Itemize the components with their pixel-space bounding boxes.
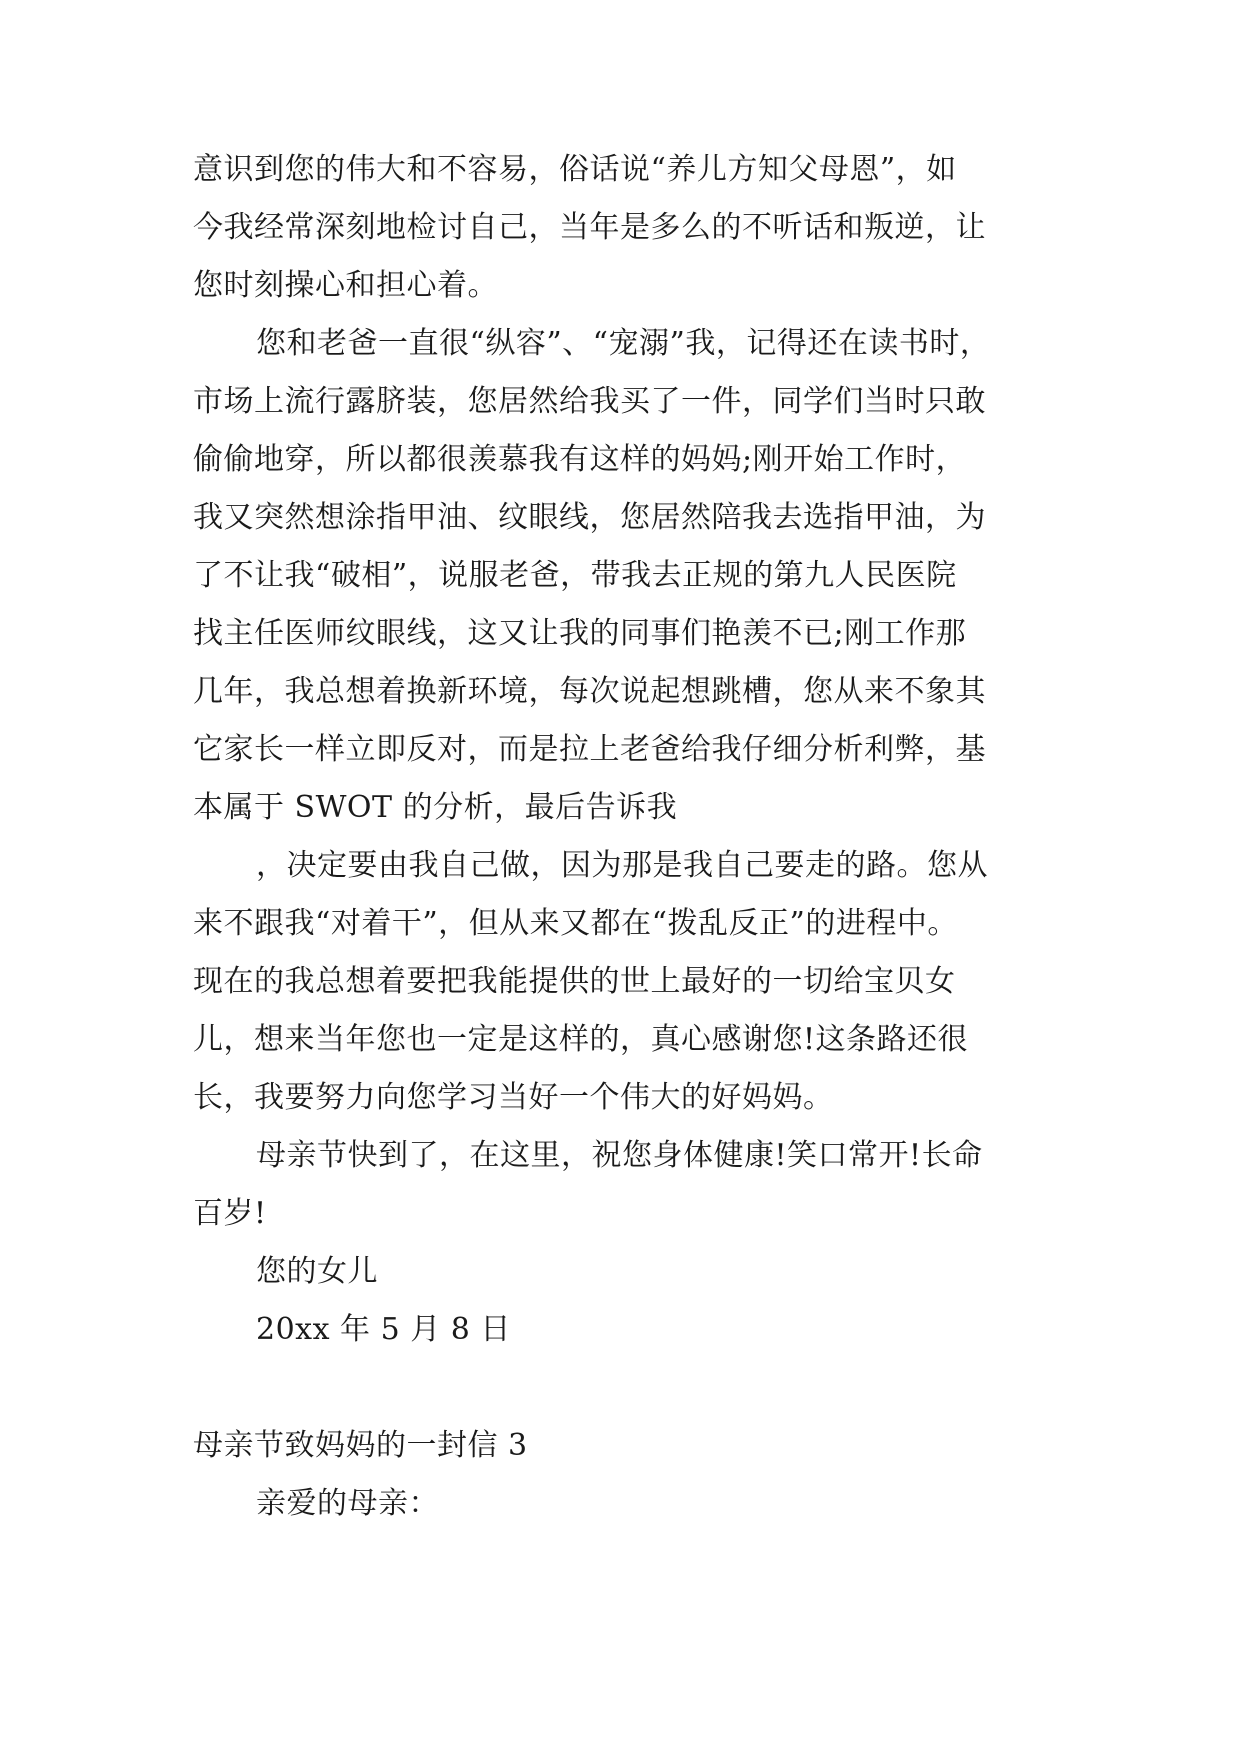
paragraph-line: 儿，想来当年您也一定是这样的，真心感谢您!这条路还很 [193,1022,969,1057]
paragraph-line: 市场上流行露脐装，您居然给我买了一件，同学们当时只敢 [193,384,986,419]
paragraph-line: 您和老爸一直很“纵容”、“宠溺”我，记得还在读书时， [256,326,991,361]
signature-name: 您的女儿 [256,1254,378,1289]
paragraph-line: 本属于 SWOT 的分析，最后告诉我 [193,790,678,825]
paragraph-line: 它家长一样立即反对，而是拉上老爸给我仔细分析利弊，基 [193,732,986,767]
section-title: 母亲节致妈妈的一封信 3 [193,1428,528,1463]
paragraph-line: 现在的我总想着要把我能提供的世上最好的一切给宝贝女 [193,964,956,999]
paragraph-line: 我又突然想涂指甲油、纹眼线，您居然陪我去选指甲油，为 [193,500,986,535]
signature-date: 20xx 年 5 月 8 日 [256,1312,511,1347]
paragraph-line: 今我经常深刻地检讨自己，当年是多么的不听话和叛逆，让 [193,210,986,245]
paragraph-line: 了不让我“破相”，说服老爸，带我去正规的第九人民医院 [193,558,957,593]
paragraph-line: 百岁! [193,1196,267,1231]
paragraph-line: 偷偷地穿，所以都很羡慕我有这样的妈妈;刚开始工作时， [193,442,967,477]
paragraph-line: 长，我要努力向您学习当好一个伟大的好妈妈。 [193,1080,834,1115]
paragraph-line: ，决定要由我自己做，因为那是我自己要走的路。您从 [256,848,988,883]
paragraph-line: 几年，我总想着换新环境，每次说起想跳槽，您从来不象其 [193,674,986,709]
paragraph-line: 意识到您的伟大和不容易，俗话说“养儿方知父母恩”，如 [193,152,957,187]
salutation: 亲爱的母亲： [256,1486,439,1521]
paragraph-line: 您时刻操心和担心着。 [193,268,498,303]
paragraph-line: 找主任医师纹眼线，这又让我的同事们艳羡不已;刚工作那 [193,616,967,651]
paragraph-line: 来不跟我“对着干”，但从来又都在“拨乱反正”的进程中。 [193,906,958,941]
paragraph-line: 母亲节快到了，在这里，祝您身体健康!笑口常开!长命 [256,1138,983,1173]
